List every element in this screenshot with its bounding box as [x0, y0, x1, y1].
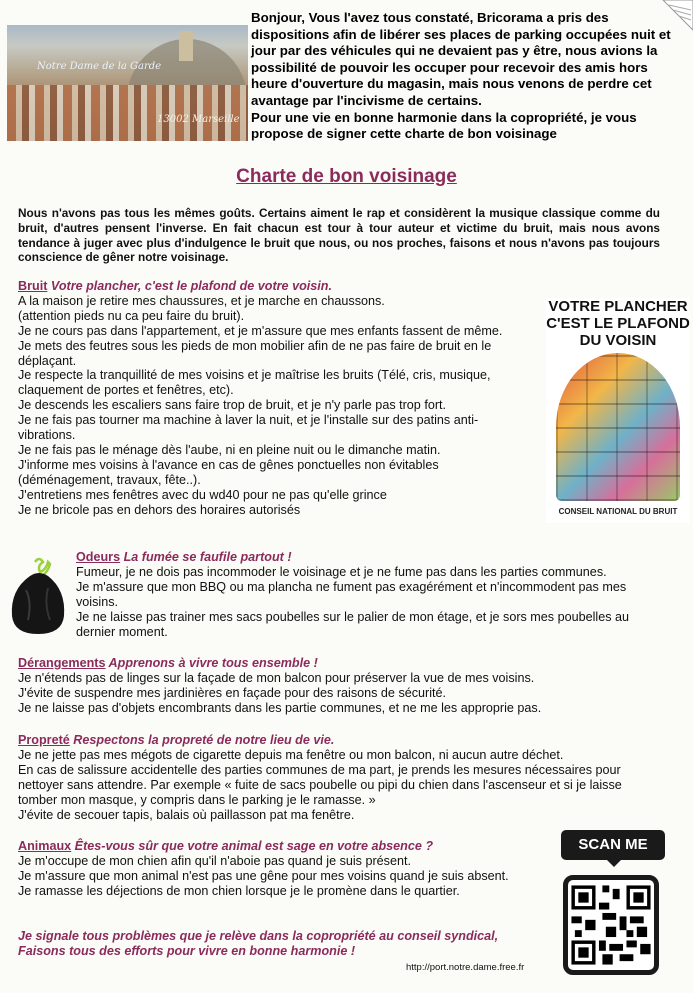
qr-frame [563, 875, 659, 975]
bruit-line: Je ne fais pas tourner ma machine à laver la nuit, et je l'installe sur des patins anti-vibrations. [18, 413, 479, 443]
poster-line-3: DU VOISIN [579, 332, 657, 349]
section-derangements [18, 656, 658, 716]
trash-bag-icon [8, 556, 70, 636]
closing-line-2: Faisons tous des efforts pour vivre en bonne harmonie ! [18, 944, 356, 958]
bruit-line: (attention pieds nu ca peu faire du bruit). [18, 308, 245, 323]
closing-statement [18, 929, 558, 959]
intro-paragraph-2: Pour une vie en bonne harmonie dans la copropriété, je vous propose de signer cette charte de bon voisinage [251, 109, 637, 142]
bruit-line: Je ne cours pas dans l'appartement, et je m'assure que mes enfants fassent de même. [18, 323, 503, 338]
derangements-line: Je n'étends pas de linges sur la façade de mon balcon pour préserver la vue de mes voisins. [18, 670, 535, 685]
marseille-photo [7, 25, 248, 141]
bruit-line: A la maison je retire mes chaussures, et je marche en chaussons. [18, 293, 385, 308]
bruit-line: Je ne fais pas le ménage dès l'aube, ni en pleine nuit ou le dimanche matin. [18, 442, 441, 457]
animaux-line: Je m'assure que mon animal n'est pas une gêne pour mes voisins quand je suis absent. [18, 868, 509, 883]
bruit-line: J'informe mes voisins à l'avance en cas de gênes ponctuelles non évitables (déménagement, travaux, fête..). [18, 457, 439, 487]
derangements-line: Je ne laisse pas d'objets encombrants dans les partie communes, et ne me les approprie pas. [18, 700, 542, 715]
proprete-line: En cas de salissure accidentelle des parties communes de ma part, je prends les mesures nécessaires pour nettoyer sans attendre. Par exemple « fuite de sacs poubelle ou pipi du chien dans l'ascenseur et si je laisse tomber mon masque, y compris dans le parking je le ramasse. » [18, 762, 622, 807]
bruit-line: J'entretiens mes fenêtres avec du wd40 pour ne pas qu'elle grince [18, 487, 387, 502]
section-odeurs [76, 550, 658, 639]
section-proprete [18, 733, 658, 822]
bruit-line: Je descends les escaliers sans faire trop de bruit, et je n'y parle pas trop fort. [18, 398, 447, 413]
bruit-line: Je respecte la tranquillité de mes voisins et je maîtrise les bruits (Télé, cris, musique, claquement de portes et fenêtres, etc). [18, 368, 491, 398]
proprete-line: J'évite de secouer tapis, balais où paillasson pat ma fenêtre. [18, 807, 355, 822]
section-animaux-heading: Animaux Êtes-vous sûr que votre animal est sage en votre absence ? [18, 839, 434, 853]
bruit-line: Je ne bricole pas en dehors des horaires autorisés [18, 502, 301, 517]
qr-code-block[interactable] [561, 830, 665, 983]
lead-paragraph: Nous n'avons pas tous les mêmes goûts. Certains aiment le rap et considèrent la musique classique comme du bruit, d'autres pensent l'inverse. En fait chacun est tour à tour auteur et victime du bruit, mais nous avons tendance à juger avec plus d'indulgence le bruit que nous, ou nos proches, faisons et nous n'avons pas toujours conscience de gêner notre voisinage. [18, 206, 660, 265]
bruit-line: Je mets des feutres sous les pieds de mon mobilier afin de ne pas faire de bruit en le déplaçant. [18, 338, 492, 368]
odeurs-line: Je m'assure que mon BBQ ou ma plancha ne fument pas exagérément et n'incommodent pas mes voisins. [76, 579, 627, 609]
poster-line-2: C'EST LE PLAFOND [546, 315, 690, 332]
section-odeurs-heading: Odeurs La fumée se faufile partout ! [76, 550, 292, 564]
section-animaux [18, 839, 538, 899]
website-url[interactable]: http://port.notre.dame.free.fr [406, 962, 525, 973]
derangements-line: J'évite de suspendre mes jardinières en façade pour des raisons de sécurité. [18, 685, 447, 700]
proprete-line: Je ne jette pas mes mégots de cigarette depuis ma fenêtre ou mon balcon, ni aucun autre déchet. [18, 747, 564, 762]
intro-paragraph: Bonjour, Vous l'avez tous constaté, Bricorama a pris des dispositions afin de libérer ses places de parking occupées nuit et jour par des véhicules qui ne devaient pas y être, nous avions la possibilité de pouvoir les occuper pour recevoir des amis hors heure d'ouverture du magasin, mais nous venons de perdre cet avantage par l'incivisme de certains. [251, 10, 671, 108]
animaux-line: Je ramasse les déjections de mon chien lorsque je le promène dans le quartier. [18, 883, 460, 898]
photo-caption-top: Notre Dame de la Garde [37, 61, 162, 72]
intro-text [251, 10, 683, 143]
odeurs-line: Fumeur, je ne dois pas incommoder le voisinage et je ne fume pas dans les parties communes. [76, 564, 607, 579]
odeurs-line: Je ne laisse pas trainer mes sacs poubelles sur le palier de mon étage, et je sors mes poubelles au dernier moment. [76, 609, 630, 639]
qr-code-icon [568, 880, 654, 970]
animaux-line: Je m'occupe de mon chien afin qu'il n'aboie pas quand je suis présent. [18, 853, 411, 868]
page-title: Charte de bon voisinage [236, 166, 457, 187]
poster-footer: CONSEIL NATIONAL DU BRUIT [558, 507, 678, 516]
section-bruit [18, 279, 536, 518]
section-bruit-heading: Bruit Votre plancher, c'est le plafond de votre voisin. [18, 279, 332, 293]
section-derangements-heading: Dérangements Apprenons à vivre tous ensemble ! [18, 656, 318, 670]
section-proprete-heading: Propreté Respectons la propreté de notre lieu de vie. [18, 733, 335, 747]
scan-me-label: SCAN ME [561, 830, 665, 860]
building-illustration [556, 353, 680, 501]
poster-line-1: VOTRE PLANCHER [548, 298, 688, 315]
closing-line-1: Je signale tous problèmes que je relève dans la copropriété au conseil syndical, [18, 929, 499, 943]
photo-caption-bottom: 13002 Marseille [157, 114, 240, 125]
noise-poster [546, 298, 690, 523]
